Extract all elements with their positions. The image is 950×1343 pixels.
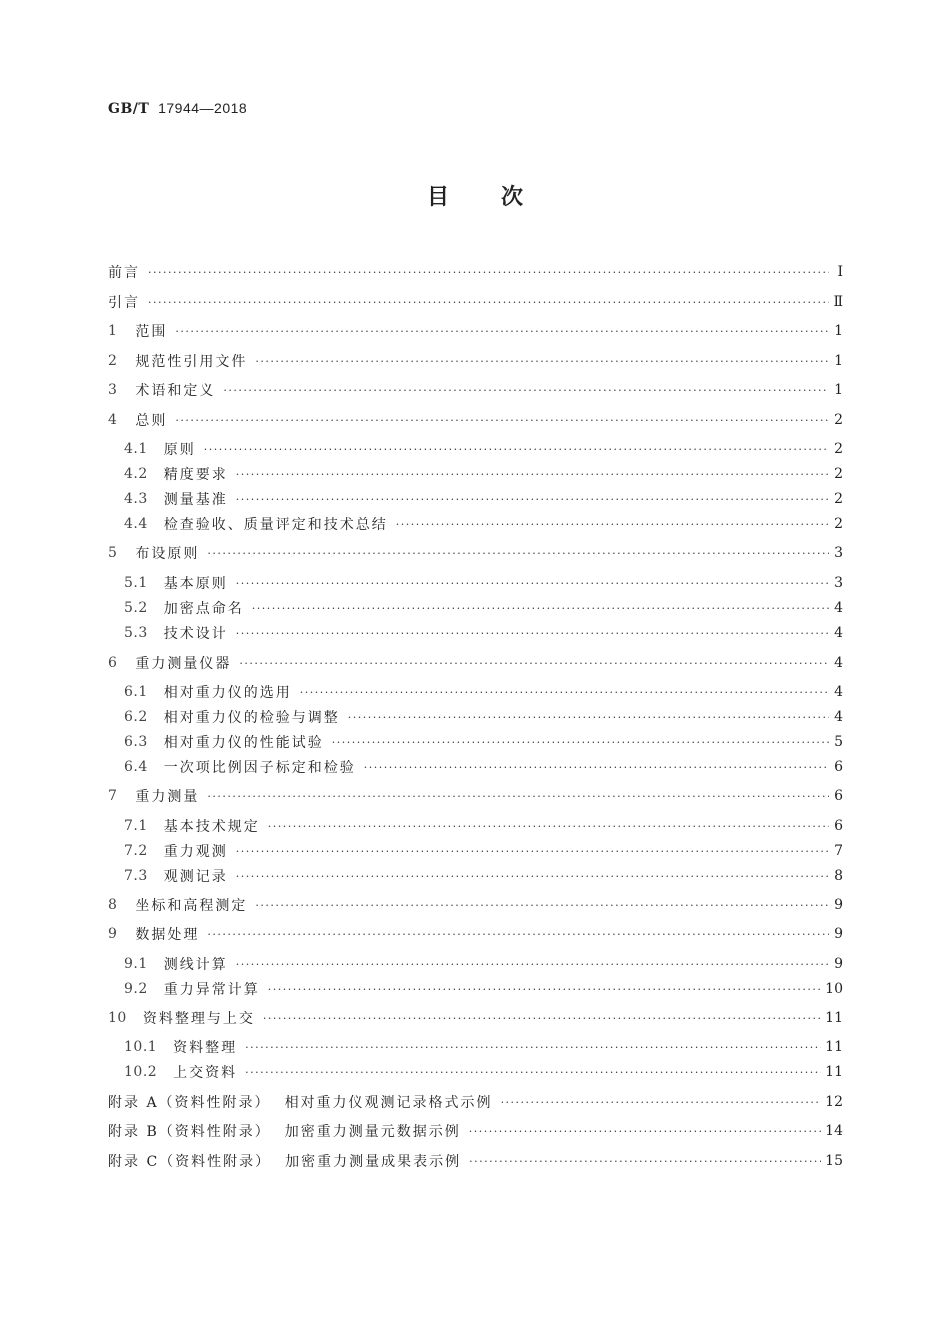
toc-entry[interactable]: [124, 439, 843, 459]
dot-leader: [236, 627, 829, 640]
toc-entry[interactable]: [124, 707, 843, 727]
toc-entry-page: 2: [834, 441, 843, 457]
toc-entry-title: 相对重力仪的性能试验: [163, 735, 324, 751]
dot-leader: [175, 325, 829, 338]
dot-leader: [236, 958, 829, 971]
toc-entry-title: 观测记录: [163, 869, 228, 885]
toc-entry-title: 重力观测: [163, 844, 228, 860]
toc-entry[interactable]: [124, 1062, 843, 1082]
dot-leader: [236, 577, 829, 590]
toc-entry-page: 4: [834, 709, 843, 725]
toc-entry-number: 4.4: [124, 516, 148, 532]
toc-entry-page: Ⅰ: [837, 264, 843, 280]
toc-entry[interactable]: [124, 1037, 843, 1057]
toc-entry-page: 2: [834, 516, 843, 532]
dot-leader: [207, 547, 829, 560]
toc-entry-title: 资料整理: [173, 1040, 238, 1056]
standard-code: GB/T: [108, 101, 150, 117]
toc-entry-page: 6: [834, 759, 843, 775]
toc-entry-title: 加密重力测量元数据示例: [284, 1124, 461, 1140]
toc-entry-number: 5.1: [124, 575, 148, 591]
toc-entry-page: 9: [834, 926, 843, 942]
toc-entry[interactable]: [108, 1092, 843, 1112]
toc-entry-page: 3: [834, 575, 843, 591]
toc-entry-number: 10: [108, 1010, 127, 1026]
toc-entry-number: 附录 B（资料性附录）: [108, 1124, 271, 1140]
toc-entry[interactable]: [108, 351, 843, 371]
dot-leader: [236, 845, 829, 858]
toc-entry[interactable]: [108, 1121, 843, 1141]
toc-entry-number: 4.3: [124, 491, 148, 507]
toc-entry[interactable]: [124, 573, 843, 593]
toc-entry-page: 9: [834, 897, 843, 913]
toc-entry[interactable]: [108, 321, 843, 341]
toc-entry-page: 1: [834, 353, 843, 369]
toc-entry-number: 附录 C（资料性附录）: [108, 1154, 272, 1170]
toc-entry-page: 6: [834, 818, 843, 834]
toc-entry-page: 11: [825, 1010, 843, 1026]
toc-entry-title: 坐标和高程测定: [135, 898, 248, 914]
dot-leader: [223, 384, 829, 397]
dot-leader: [332, 736, 829, 749]
toc-entry-page: 2: [834, 466, 843, 482]
page-title: [0, 180, 950, 211]
toc-entry-page: 4: [834, 600, 843, 616]
toc-entry-title: 测线计算: [163, 957, 228, 973]
toc-entry-number: 6.1: [124, 684, 148, 700]
toc-entry-number: 5.3: [124, 625, 148, 641]
toc-entry-page: 4: [834, 625, 843, 641]
toc-entry[interactable]: [108, 292, 843, 312]
dot-leader: [263, 1012, 821, 1025]
toc-entry-page: 11: [825, 1064, 843, 1080]
dot-leader: [245, 1066, 821, 1079]
toc-entry-number: 6: [108, 655, 118, 671]
toc-entry-title: 技术设计: [163, 626, 228, 642]
toc-entry[interactable]: [124, 514, 843, 534]
dot-leader: [255, 899, 829, 912]
toc-entry-title: 范围: [135, 324, 168, 340]
toc-entry[interactable]: [124, 732, 843, 752]
standard-year: 17944—2018: [158, 100, 248, 116]
dot-leader: [268, 820, 829, 833]
toc-entry-title: 重力异常计算: [163, 982, 260, 998]
title-char: 目: [426, 185, 449, 210]
toc-entry[interactable]: [108, 653, 843, 673]
toc-entry[interactable]: [124, 816, 843, 836]
toc-entry-page: 1: [834, 382, 843, 398]
toc-entry[interactable]: [124, 623, 843, 643]
toc-entry-number: 7.3: [124, 868, 148, 884]
toc-entry[interactable]: [108, 380, 843, 400]
toc-entry-number: 4.1: [124, 441, 148, 457]
toc-entry[interactable]: [124, 866, 843, 886]
toc-entry-title: 加密重力测量成果表示例: [285, 1154, 462, 1170]
toc-entry-title: 相对重力仪的选用: [163, 685, 292, 701]
toc-entry-page: 2: [834, 412, 843, 428]
dot-leader: [236, 468, 829, 481]
toc-entry[interactable]: [124, 954, 843, 974]
standard-number: [108, 100, 247, 117]
toc-entry-number: 7.2: [124, 843, 148, 859]
dot-leader: [239, 657, 829, 670]
toc-entry[interactable]: [108, 543, 843, 563]
toc-entry[interactable]: [124, 841, 843, 861]
dot-leader: [207, 790, 829, 803]
toc-entry[interactable]: [108, 1008, 843, 1028]
toc-entry[interactable]: [108, 1151, 843, 1171]
dot-leader: [300, 686, 829, 699]
toc-entry-title: 前言: [108, 265, 140, 281]
toc-entry-title: 引言: [108, 295, 140, 311]
toc-entry-title: 资料整理与上交: [142, 1011, 255, 1027]
toc-entry-title: 布设原则: [135, 546, 200, 562]
dot-leader: [501, 1096, 822, 1109]
title-char: 次: [501, 185, 524, 210]
toc-entry-title: 重力测量: [135, 789, 200, 805]
toc-entry-title: 相对重力仪观测记录格式示例: [284, 1095, 493, 1111]
toc-entry-page: 1: [834, 323, 843, 339]
dot-leader: [207, 928, 829, 941]
toc-entry-title: 相对重力仪的检验与调整: [163, 710, 340, 726]
dot-leader: [252, 602, 829, 615]
toc-entry-page: 2: [834, 491, 843, 507]
dot-leader: [148, 266, 829, 279]
toc-entry-page: 6: [834, 788, 843, 804]
toc-entry-number: 9: [108, 926, 118, 942]
toc-entry[interactable]: [124, 682, 843, 702]
toc-entry-number: 7.1: [124, 818, 148, 834]
dot-leader: [255, 355, 829, 368]
toc-entry-title: 术语和定义: [135, 383, 216, 399]
toc-entry[interactable]: [124, 757, 843, 777]
toc-entry-number: 8: [108, 897, 118, 913]
toc-entry[interactable]: [108, 410, 843, 430]
toc-entry-number: 6.4: [124, 759, 148, 775]
toc-entry-number: 6.2: [124, 709, 148, 725]
dot-leader: [148, 296, 829, 309]
toc-entry-number: 10.1: [124, 1039, 158, 1055]
dot-leader: [469, 1155, 821, 1168]
dot-leader: [245, 1041, 821, 1054]
toc-entry-number: 9.2: [124, 981, 148, 997]
toc-entry-title: 数据处理: [135, 927, 200, 943]
toc-entry-page: 3: [834, 545, 843, 561]
toc-entry-title: 上交资料: [173, 1065, 238, 1081]
dot-leader: [175, 414, 829, 427]
toc-entry[interactable]: [108, 895, 843, 915]
toc-entry-title: 检查验收、质量评定和技术总结: [163, 517, 388, 533]
toc-entry-page: 15: [825, 1153, 843, 1169]
dot-leader: [236, 870, 829, 883]
toc-entry[interactable]: [108, 924, 843, 944]
toc-entry[interactable]: [124, 598, 843, 618]
toc-entry-page: 12: [825, 1094, 843, 1110]
dot-leader: [348, 711, 829, 724]
dot-leader: [204, 443, 829, 456]
toc-entry-number: 4: [108, 412, 118, 428]
toc-entry-page: 14: [825, 1123, 843, 1139]
toc-entry-number: 6.3: [124, 734, 148, 750]
toc-entry-number: 4.2: [124, 466, 148, 482]
toc-entry-number: 10.2: [124, 1064, 158, 1080]
toc-entry-title: 加密点命名: [163, 601, 244, 617]
toc-entry-title: 原则: [163, 442, 196, 458]
toc-entry[interactable]: [124, 464, 843, 484]
toc-entry-number: 附录 A（资料性附录）: [108, 1095, 271, 1111]
toc-entry-title: 基本原则: [163, 576, 228, 592]
toc-entry-page: Ⅱ: [833, 294, 843, 310]
toc-entry-number: 2: [108, 353, 118, 369]
toc-entry-page: 8: [834, 868, 843, 884]
toc-entry-page: 5: [834, 734, 843, 750]
toc-entry[interactable]: [108, 262, 843, 282]
dot-leader: [396, 518, 829, 531]
toc-entry-title: 精度要求: [163, 467, 228, 483]
toc-entry[interactable]: [108, 786, 843, 806]
toc-entry-number: 5.2: [124, 600, 148, 616]
toc-entry-page: 9: [834, 956, 843, 972]
toc-entry-number: 9.1: [124, 956, 148, 972]
toc-entry[interactable]: [124, 489, 843, 509]
toc-entry-title: 重力测量仪器: [135, 656, 232, 672]
toc-entry-page: 7: [834, 843, 843, 859]
toc-entry-number: 1: [108, 323, 118, 339]
toc-entry-title: 测量基准: [163, 492, 228, 508]
toc-entry-number: 7: [108, 788, 118, 804]
toc-entry-title: 总则: [135, 413, 168, 429]
toc-entry[interactable]: [124, 979, 843, 999]
toc-entry-title: 一次项比例因子标定和检验: [163, 760, 356, 776]
toc-entry-title: 基本技术规定: [163, 819, 260, 835]
toc-entry-title: 规范性引用文件: [135, 354, 248, 370]
toc-entry-page: 10: [825, 981, 843, 997]
dot-leader: [236, 493, 829, 506]
toc-entry-page: 4: [834, 655, 843, 671]
toc-entry-page: 11: [825, 1039, 843, 1055]
toc-entry-number: 5: [108, 545, 118, 561]
dot-leader: [364, 761, 829, 774]
toc-entry-page: 4: [834, 684, 843, 700]
toc-entry-number: 3: [108, 382, 118, 398]
dot-leader: [268, 983, 821, 996]
dot-leader: [469, 1125, 821, 1138]
